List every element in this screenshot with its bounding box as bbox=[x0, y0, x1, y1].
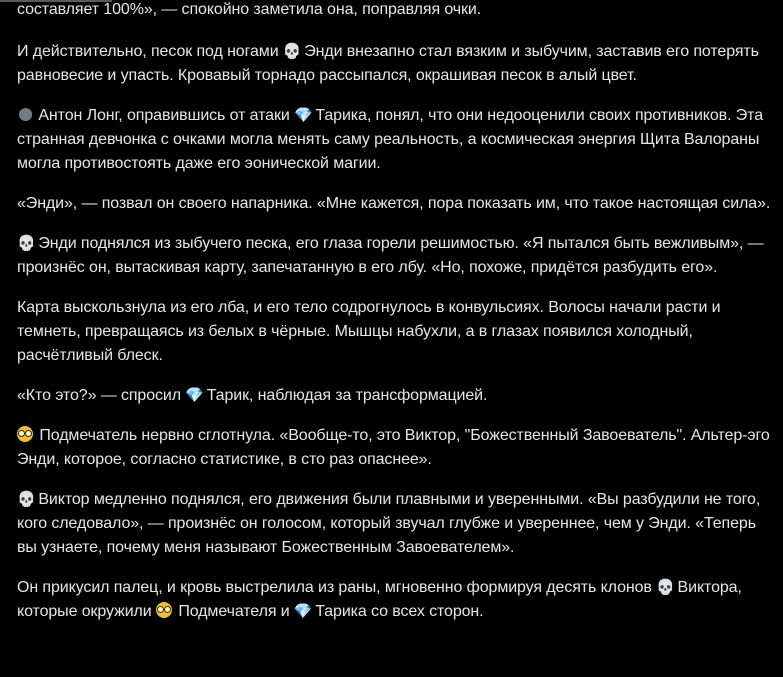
gem-icon: 💎 bbox=[294, 106, 313, 124]
gem-icon: 💎 bbox=[185, 386, 204, 404]
paragraph bbox=[17, 104, 774, 176]
new-moon-icon: 🌑 bbox=[17, 106, 34, 124]
paragraph bbox=[17, 40, 774, 88]
gem-icon: 💎 bbox=[293, 602, 313, 620]
paragraph-text: И действительно, песок под ногами bbox=[17, 43, 283, 60]
paragraph-text: Подмечателя и bbox=[173, 603, 294, 620]
paragraph bbox=[17, 424, 774, 472]
skull-icon: 💀 bbox=[17, 490, 36, 508]
paragraph: Карта выскользнула из его лба, и его тело содрогнулось в конвульсиях. Волосы начали расти и темнеть, превращаясь из белых в чёрные. Мышцы набухли, а в глазах появился холодный, расчётливый блеск. bbox=[17, 299, 721, 364]
paragraph-text: Виктора, которые окружили bbox=[17, 579, 742, 620]
paragraph bbox=[17, 384, 774, 408]
paragraph: составляет 100%», — спокойно заметила она, поправляя очки. bbox=[17, 1, 482, 18]
paragraph bbox=[17, 488, 774, 560]
paragraph-text: Энди поднялся из зыбучего песка, его глаза горели решимостью. «Я пытался быть вежливым», — произнёс он, вытаскивая карту, запечатанную в его лбу. «Но, похоже, придётся разбудить его». bbox=[17, 235, 764, 276]
skull-icon: 💀 bbox=[17, 234, 36, 252]
nerd-face-icon bbox=[156, 602, 172, 618]
story-text bbox=[17, 0, 774, 640]
paragraph-text: Антон Лонг, оправившись от атаки bbox=[34, 107, 295, 124]
skull-icon: 💀 bbox=[282, 42, 302, 60]
paragraph-text: Виктор медленно поднялся, его движения были плавными и уверенными. «Вы разбудили не того, кого следовало», — произнёс он голосом, который звучал глубже и увереннее, чем у Энди. «Теперь вы узнаете, почему меня называют Божественным Завоевателем». bbox=[17, 491, 761, 556]
paragraph-text: Тарик, наблюдая за трансформацией. bbox=[202, 387, 488, 404]
paragraph-text: Подмечатель нервно сглотнула. «Вообще-то, это Виктор, "Божественный Завоеватель". Альтер-эго Энди, которое, согласно статистике, в сто раз опаснее». bbox=[17, 427, 770, 468]
paragraph bbox=[17, 232, 774, 280]
paragraph-text: Энди внезапно стал вязким и зыбучим, заставив его потерять равновесие и упасть. Кровавый торнадо рассыпался, окрашивая песок в алый цвет. bbox=[17, 43, 759, 84]
nerd-face-icon bbox=[17, 426, 33, 442]
paragraph-text: Тарика со всех сторон. bbox=[310, 603, 484, 620]
paragraph bbox=[17, 576, 774, 624]
paragraph-text: Он прикусил палец, и кровь выстрелила из раны, мгновенно формируя десять клонов bbox=[17, 579, 657, 596]
paragraph-text: Тарика, понял, что они недооценили своих противников. Эта странная девчонка с очками могла менять саму реальность, а космическая энергия Щита Валораны могла противостоять даже его эонической магии. bbox=[17, 107, 764, 172]
paragraph-text: «Кто это?» — спросил bbox=[17, 387, 186, 404]
skull-icon: 💀 bbox=[656, 578, 675, 596]
paragraph: «Энди», — позвал он своего напарника. «Мне кажется, пора показать им, что такое настоящая сила». bbox=[17, 195, 771, 212]
